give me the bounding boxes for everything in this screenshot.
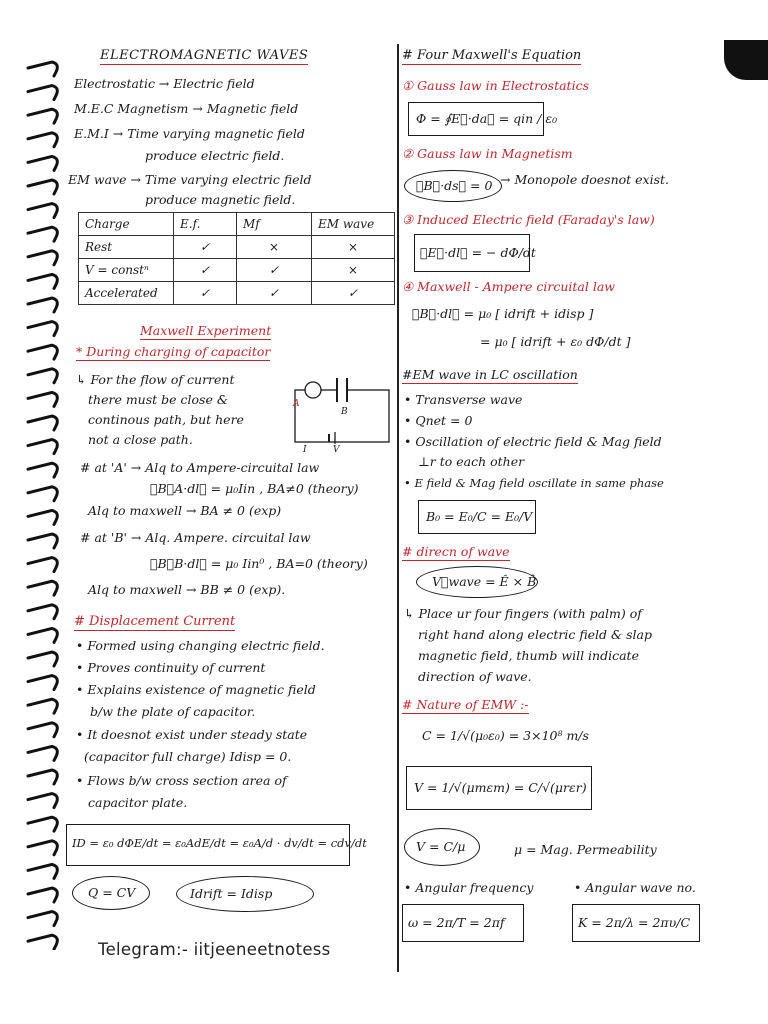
spiral-ring <box>28 227 57 241</box>
displacement-bullet-2: • Proves continuity of current <box>76 660 266 675</box>
charging-subheading: * During charging of capacitor <box>76 344 271 359</box>
table-header: Charge <box>79 213 174 236</box>
spiral-ring <box>28 86 57 100</box>
table-header: Mf <box>237 213 312 236</box>
table-cell: ✓ <box>237 282 312 305</box>
table-header-row <box>79 213 395 236</box>
binder-clip-icon <box>724 40 768 80</box>
spiral-ring <box>28 298 57 312</box>
spiral-ring <box>28 888 57 902</box>
table-cell: × <box>312 259 395 282</box>
lc-heading: #EM wave in LC oscillation <box>402 367 578 382</box>
at-a-equation: ∮B⃗A·dl⃗ = μ₀Iin , BA≠0 (theory) <box>150 481 359 496</box>
lc-bullet-3b: ⊥r to each other <box>418 454 525 469</box>
spiral-ring <box>28 794 57 808</box>
spiral-ring <box>28 62 57 76</box>
at-b-text: # at 'B' → Alq. Ampere. circuital law <box>80 530 311 545</box>
at-b-equation: ∮B⃗B·dl⃗ = μ₀ Iin⁰ , BA=0 (theory) <box>150 556 368 571</box>
equation-4-line-2: = μ₀ [ idrift + ε₀ dΦ/dt ] <box>480 334 631 349</box>
displacement-heading: # Displacement Current <box>74 614 236 629</box>
angular-frequency-label: • Angular frequency <box>404 880 534 895</box>
table-row <box>79 282 395 305</box>
spiral-ring <box>28 912 57 926</box>
spiral-ring <box>28 723 57 737</box>
spiral-ring <box>28 605 57 619</box>
spiral-ring <box>28 251 57 265</box>
spiral-ring <box>28 558 57 572</box>
spiral-ring <box>28 369 57 383</box>
idrift-formula: Idrift = Idisp <box>190 886 273 901</box>
label-v: V <box>333 445 340 454</box>
intro-line-3a: E.M.I → Time varying magnetic field <box>74 126 305 141</box>
direction-heading: # direcn of wave <box>402 544 510 559</box>
intro-line-3b: produce electric field. <box>145 148 285 163</box>
spiral-ring <box>28 746 57 760</box>
spiral-ring <box>28 935 57 949</box>
spiral-ring <box>28 180 57 194</box>
spiral-ring <box>28 628 57 642</box>
label-i: I <box>303 445 307 454</box>
omega-formula: ω = 2π/T = 2πf <box>408 915 505 930</box>
label-a: A <box>293 399 300 409</box>
spiral-ring <box>28 109 57 123</box>
v-c-mu-formula: V = C/μ <box>416 839 466 854</box>
table-row <box>79 259 395 282</box>
equation-2-title: ② Gauss law in Magnetism <box>402 146 573 161</box>
field-table <box>78 212 395 305</box>
lc-formula: B₀ = E₀/C = E₀/V <box>426 509 533 524</box>
lc-bullet-2: • Qnet = 0 <box>404 413 473 428</box>
table-cell: Rest <box>79 236 174 259</box>
direction-text-4: direction of wave. <box>418 669 532 684</box>
table-cell: V = constⁿ <box>79 259 174 282</box>
spiral-ring <box>28 416 57 430</box>
spiral-ring <box>28 487 57 501</box>
q-cv-formula: Q = CV <box>88 885 136 900</box>
spiral-ring <box>28 652 57 666</box>
angular-wave-label: • Angular wave no. <box>574 880 696 895</box>
maxwell-equations-heading: # Four Maxwell's Equation <box>402 48 582 63</box>
at-a-maxwell: Alq to maxwell → BA ≠ 0 (exp) <box>88 503 282 518</box>
spiral-ring <box>28 133 57 147</box>
telegram-footer: Telegram:- iitjeeneetnotess <box>98 940 331 959</box>
at-a-text: # at 'A' → Alq to Ampere-circuital law <box>80 460 320 475</box>
spiral-ring <box>28 534 57 548</box>
experiment-text-2: there must be close & <box>88 392 228 407</box>
displacement-bullet-4a: • It doesnot exist under steady state <box>76 727 308 742</box>
permeability-note: μ = Mag. Permeability <box>514 842 657 857</box>
k-formula: K = 2π/λ = 2πυ/C <box>578 915 691 930</box>
spiral-ring <box>28 581 57 595</box>
spiral-ring <box>28 204 57 218</box>
displacement-bullet-3a: • Explains existence of magnetic field <box>76 682 316 697</box>
spiral-binding-icon <box>26 50 66 950</box>
table-cell: ✓ <box>174 236 237 259</box>
spiral-ring <box>28 463 57 477</box>
spiral-ring <box>28 841 57 855</box>
equation-2: ∮B⃗·ds⃗ = 0 <box>416 178 493 193</box>
direction-text-1: ↳ Place ur four fingers (with palm) of <box>404 606 642 621</box>
displacement-bullet-5b: capacitor plate. <box>88 795 188 810</box>
speed-of-light-formula: C = 1/√(μ₀ε₀) = 3×10⁸ m/s <box>422 728 589 743</box>
equation-3-title: ③ Induced Electric field (Faraday's law) <box>402 212 655 227</box>
experiment-text-1: ↳ For the flow of current <box>76 372 235 387</box>
equation-4-title: ④ Maxwell - Ampere circuital law <box>402 279 615 294</box>
displacement-bullet-1: • Formed using changing electric field. <box>76 638 325 653</box>
spiral-ring <box>28 440 57 454</box>
spiral-ring <box>28 392 57 406</box>
equation-4-line-1: ∮B⃗·dl⃗ = μ₀ [ idrift + idisp ] <box>412 306 594 321</box>
table-header: EM wave <box>312 213 395 236</box>
table-cell: ✓ <box>237 259 312 282</box>
intro-line-1: Electrostatic → Electric field <box>74 76 255 91</box>
intro-line-4b: produce magnetic field. <box>145 192 296 207</box>
label-b: B <box>341 407 348 417</box>
at-b-maxwell: Alq to maxwell → BB ≠ 0 (exp). <box>88 582 286 597</box>
lc-bullet-4: • E field & Mag field oscillate in same phase <box>404 476 664 490</box>
table-cell: ✓ <box>174 282 237 305</box>
experiment-text-3: continous path, but here <box>88 412 244 427</box>
velocity-formula: V = 1/√(μmεm) = C/√(μrεr) <box>414 780 587 795</box>
spiral-ring <box>28 322 57 336</box>
lc-bullet-3a: • Oscillation of electric field & Mag field <box>404 434 662 449</box>
displacement-bullet-4b: (capacitor full charge) Idisp = 0. <box>84 749 292 764</box>
equation-1-title: ① Gauss law in Electrostatics <box>402 78 589 93</box>
spiral-ring <box>28 274 57 288</box>
spiral-ring <box>28 699 57 713</box>
table-row <box>79 236 395 259</box>
capacitor-circuit-diagram <box>285 374 395 454</box>
table-cell: Accelerated <box>79 282 174 305</box>
direction-text-3: magnetic field, thumb will indicate <box>418 648 639 663</box>
displacement-bullet-3b: b/w the plate of capacitor. <box>90 704 256 719</box>
lc-bullet-1: • Transverse wave <box>404 392 523 407</box>
displacement-bullet-5a: • Flows b/w cross section area of <box>76 773 287 788</box>
nature-heading: # Nature of EMW :- <box>402 697 529 712</box>
spiral-ring <box>28 676 57 690</box>
table-cell: × <box>237 236 312 259</box>
equation-3: ∮E⃗·dl⃗ = − dΦ/dt <box>420 245 536 260</box>
maxwell-experiment-heading: Maxwell Experiment <box>140 323 272 338</box>
table-cell: ✓ <box>312 282 395 305</box>
spiral-ring <box>28 817 57 831</box>
intro-line-2: M.E.C Magnetism → Magnetic field <box>74 101 299 116</box>
spiral-ring <box>28 156 57 170</box>
column-divider <box>397 44 399 972</box>
spiral-ring <box>28 864 57 878</box>
equation-1: Φ = ∮E⃗·da⃗ = qin / ε₀ <box>416 111 558 126</box>
direction-text-2: right hand along electric field & slap <box>418 627 652 642</box>
spiral-ring <box>28 510 57 524</box>
displacement-formula: ID = ε₀ dΦE/dt = ε₀AdE/dt = ε₀A/d · dv/dt = cdv/dt <box>72 836 367 850</box>
direction-formula: V⃗wave = Ê × B̂ <box>432 574 537 589</box>
spiral-ring <box>28 770 57 784</box>
page-title: ELECTROMAGNETIC WAVES <box>100 48 309 63</box>
table-cell: × <box>312 236 395 259</box>
table-header: E.f. <box>174 213 237 236</box>
intro-line-4a: EM wave → Time varying electric field <box>68 172 312 187</box>
experiment-text-4: not a close path. <box>88 432 193 447</box>
equation-2-note: → Monopole doesnot exist. <box>500 172 670 187</box>
table-cell: ✓ <box>174 259 237 282</box>
spiral-ring <box>28 345 57 359</box>
